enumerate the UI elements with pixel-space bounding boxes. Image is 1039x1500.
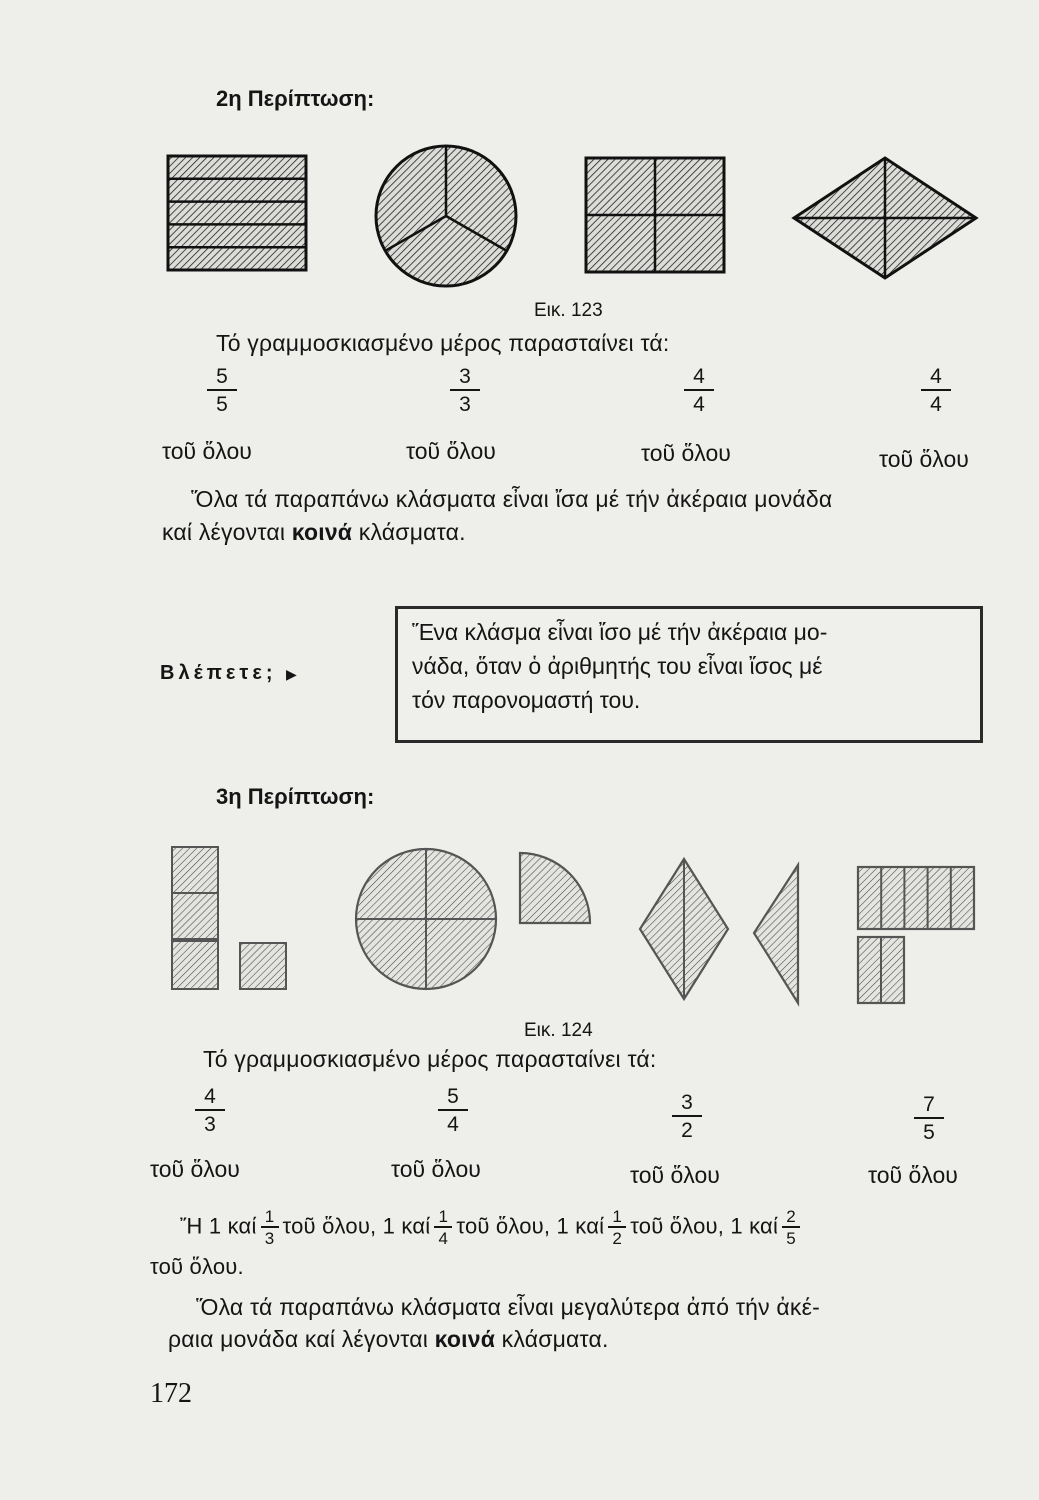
denominator: 5 <box>786 1229 796 1248</box>
case2-intro: Τό γραμμοσκιασμένο μέρος παρασταίνει τά: <box>216 330 670 356</box>
numerator: 7 <box>923 1093 935 1116</box>
case2-conclusion-line2 <box>162 519 466 546</box>
denominator: 5 <box>923 1121 935 1144</box>
case3-fraction-1 <box>188 1086 232 1135</box>
rule-line-3: τόν παρονομαστή του. <box>412 687 641 713</box>
rule-line-2: νάδα, ὅταν ὁ ἀριθμητής του εἶναι ἴσος μέ <box>412 653 823 679</box>
case3-heading: 3η Περίπτωση: <box>216 784 375 809</box>
case2-fraction-4 <box>914 366 958 415</box>
numerator: 3 <box>459 365 471 388</box>
case2-label-3: τοῦ ὅλου <box>641 440 731 466</box>
conclusion-text: κλάσματα. <box>352 519 466 545</box>
case2-heading: 2η Περίπτωση: <box>216 86 375 111</box>
pointer-arrow-icon: ▶ <box>286 666 301 682</box>
numerator: 4 <box>930 365 942 388</box>
denominator: 2 <box>612 1229 623 1248</box>
denominator: 5 <box>216 393 228 416</box>
numerator: 1 <box>612 1207 623 1226</box>
circle-three-thirds <box>376 146 516 286</box>
figure-123 <box>160 140 990 300</box>
numerator: 3 <box>681 1091 693 1114</box>
numerator: 5 <box>216 365 228 388</box>
mixed-text: Ἤ 1 καί <box>180 1213 257 1239</box>
case3-conclusion-line2 <box>168 1326 609 1353</box>
case3-fraction-4 <box>907 1094 951 1143</box>
denominator: 2 <box>681 1119 693 1142</box>
numerator: 5 <box>447 1085 459 1108</box>
mixed-text: τοῦ ὅλου, 1 καί <box>456 1213 605 1239</box>
case2-label-1: τοῦ ὅλου <box>162 438 252 464</box>
note-label-text: Βλέπετε; <box>160 662 277 684</box>
figure-123-caption: Εικ. 123 <box>534 300 603 321</box>
numerator: 1 <box>264 1207 275 1226</box>
denominator: 4 <box>930 393 942 416</box>
rule-box <box>395 606 983 743</box>
conclusion-text: κλάσματα. <box>495 1326 609 1352</box>
circle-and-quarter-five-fourths <box>356 849 590 989</box>
numerator: 4 <box>693 365 705 388</box>
case3-fraction-3 <box>665 1092 709 1141</box>
case2-fraction-3 <box>677 366 721 415</box>
numerator: 1 <box>438 1207 449 1226</box>
numerator: 2 <box>786 1207 796 1226</box>
case3-label-1: τοῦ ὅλου <box>150 1156 240 1182</box>
case2-fraction-1 <box>200 366 244 415</box>
denominator: 3 <box>459 393 471 416</box>
case2-label-2: τοῦ ὅλου <box>406 438 496 464</box>
mixed-text: τοῦ ὅλου, 1 καί <box>630 1213 779 1239</box>
mixed-text: τοῦ ὅλου, 1 καί <box>282 1213 431 1239</box>
mixed-fraction-2 <box>434 1208 452 1247</box>
mixed-numbers-end: τοῦ ὅλου. <box>150 1254 244 1279</box>
case3-conclusion-line1: Ὅλα τά παραπάνω κλάσματα εἶναι μεγαλύτερα ἀπό τήν ἀκέ- <box>196 1294 820 1320</box>
case3-fraction-2 <box>431 1086 475 1135</box>
figure-124 <box>160 835 990 1010</box>
case3-label-4: τοῦ ὅλου <box>868 1162 958 1188</box>
denominator: 3 <box>204 1113 216 1136</box>
square-four-quarters <box>586 158 724 272</box>
case2-fraction-2 <box>443 366 487 415</box>
rhombus-four-quarters <box>794 158 976 278</box>
stacked-squares-four-thirds <box>172 847 286 989</box>
conclusion-bold-term: κοινά <box>434 1326 496 1352</box>
case2-label-4: τοῦ ὅλου <box>879 446 969 472</box>
note-label <box>160 662 301 685</box>
denominator: 3 <box>264 1229 275 1248</box>
conclusion-text: καί λέγονται <box>162 519 292 545</box>
conclusion-bold-term: κοινά <box>291 519 353 545</box>
rule-line-1: Ἕνα κλάσμα εἶναι ἴσο μέ τήν ἀκέραια μο- <box>412 619 828 645</box>
mixed-numbers-line <box>180 1208 804 1247</box>
rhombus-and-triangle-three-halves <box>640 859 798 1003</box>
conclusion-text: ραια μονάδα καί λέγονται <box>168 1326 435 1352</box>
mixed-fraction-4 <box>782 1208 800 1247</box>
case2-conclusion-line1: Ὅλα τά παραπάνω κλάσματα εἶναι ἴσα μέ τήν ἀκέραια μονάδα <box>191 486 833 512</box>
rectangles-seven-fifths <box>858 867 974 1003</box>
case3-label-3: τοῦ ὅλου <box>630 1162 720 1188</box>
rectangle-five-fifths <box>168 156 306 270</box>
page-number: 172 <box>150 1378 192 1409</box>
case3-intro: Τό γραμμοσκιασμένο μέρος παρασταίνει τά: <box>203 1046 657 1072</box>
denominator: 4 <box>447 1113 459 1136</box>
mixed-fraction-3 <box>608 1208 626 1247</box>
mixed-fraction-1 <box>261 1208 279 1247</box>
case3-label-2: τοῦ ὅλου <box>391 1156 481 1182</box>
numerator: 4 <box>204 1085 216 1108</box>
denominator: 4 <box>693 393 705 416</box>
denominator: 4 <box>438 1229 449 1248</box>
figure-124-caption: Εικ. 124 <box>524 1020 593 1041</box>
